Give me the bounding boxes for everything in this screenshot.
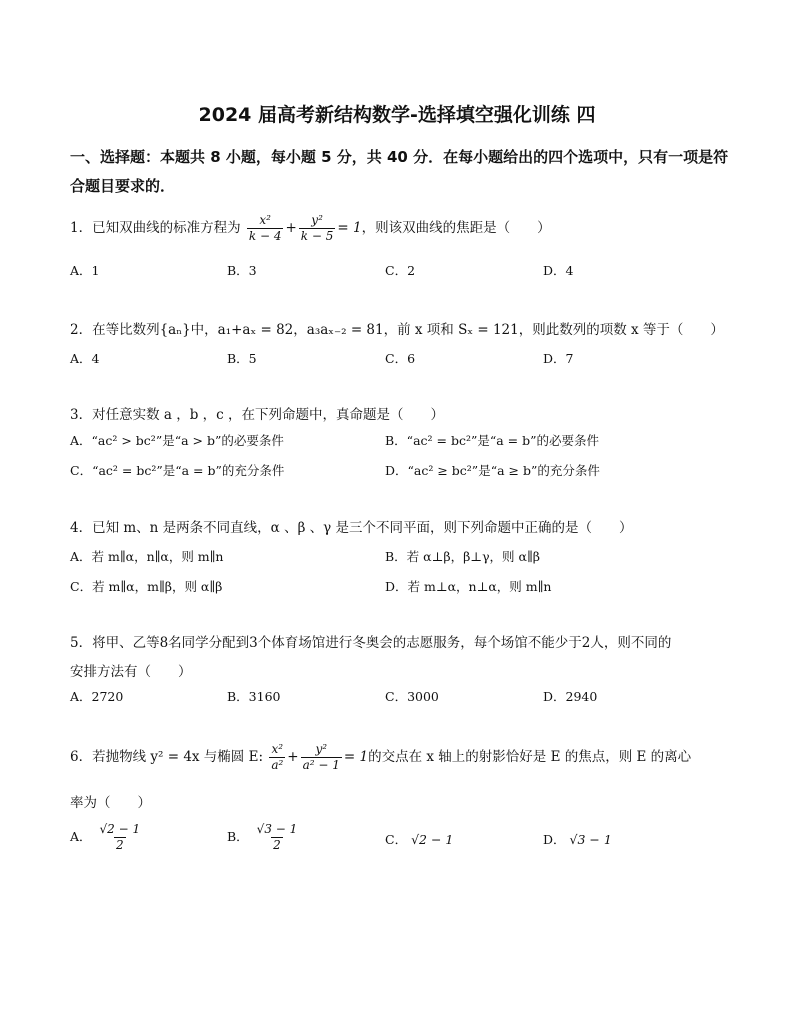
question-3: 3．对任意实数 a ，b ，c ，在下列命题中，真命题是（ ） [70, 407, 445, 423]
q6-fraction-x [269, 742, 285, 773]
q6-option-a-den: 2 [116, 838, 124, 852]
q6-option-b-den: 2 [273, 838, 281, 852]
question-6: 6．若抛物线 y² = 4x 与椭圆 E: $\frac{\text{x²}}{\text{a²}}$ + $\frac{\text{y²}}{\text{a² − 1}}$ = 1的交点在 x 轴上的射影恰好是 E 的焦点，则 E 的离心 [70, 742, 692, 772]
q6-frac-x-den: a² [271, 758, 284, 772]
q6-option-c-label: C． [385, 832, 408, 847]
q1-option-b: B．3 [227, 263, 257, 278]
q5-option-a: A．2720 [70, 689, 124, 704]
q3-option-c: C．“ac² = bc²”是“a = b”的充分条件 [70, 463, 285, 478]
q6-fraction-y [301, 742, 342, 773]
q1-fraction-y [299, 213, 336, 244]
page-title: 2024 届高考新结构数学-选择填空强化训练 四 [198, 104, 596, 126]
q6-option-a-fraction [98, 822, 143, 853]
q1-equals: = 1 [337, 220, 362, 236]
q1-option-c: C．2 [385, 263, 416, 278]
q1-option-a: A．1 [70, 263, 100, 278]
q3-option-d: D．“ac² ≥ bc²”是“a ≥ b”的充分条件 [385, 463, 600, 478]
question-6-post: 的交点在 x 轴上的射影恰好是 E 的焦点，则 E 的离心 [368, 749, 692, 765]
question-5-line-2: 安排方法有（ ） [70, 664, 192, 680]
q4-option-a: A．若 m∥α，n∥α，则 m∥n [70, 549, 224, 564]
q2-option-a: A．4 [70, 351, 100, 366]
question-5-line-1: 5．将甲、乙等8名同学分配到3个体育场馆进行冬奥会的志愿服务，每个场馆不能少于2人，则不同的 [70, 635, 672, 651]
q1-option-d: D．4 [543, 263, 574, 278]
question-1-post: ，则该双曲线的焦距是（ ） [361, 220, 551, 236]
q6-option-d [543, 830, 612, 848]
question-2: 2．在等比数列{aₙ}中，a₁+aₓ = 82，a₃aₓ₋₂ = 81，前 x 项和 Sₓ = 121，则此数列的项数 x 等于（ ） [70, 322, 724, 338]
question-6-line-2: 率为（ ） [70, 795, 151, 811]
q6-option-b-num: √3 − 1 [256, 822, 298, 836]
question-1: 1．已知双曲线的标准方程为 $\frac{\text{x²}}{k - 4}$ + $\frac{\text{y²}}{k - 5}$ = 1，则该双曲线的焦距是（ ） [70, 213, 551, 243]
q3-option-a: A．“ac² > bc²”是“a > b”的必要条件 [70, 433, 284, 448]
q6-option-b [227, 822, 301, 853]
q1-fraction-x [247, 213, 284, 244]
q5-option-b: B．3160 [227, 689, 281, 704]
question-4: 4．已知 m、n 是两条不同直线，α 、β 、γ 是三个不同平面，则下列命题中正确的是（ ） [70, 520, 633, 536]
q4-option-c: C．若 m∥α，m∥β，则 α∥β [70, 579, 223, 594]
q2-option-d: D．7 [543, 351, 574, 366]
q1-frac-y-num: y² [311, 213, 323, 227]
q3-option-b: B．“ac² = bc²”是“a = b”的必要条件 [385, 433, 600, 448]
q6-option-b-fraction [255, 822, 300, 853]
q2-option-c: C．6 [385, 351, 416, 366]
q6-frac-y-den: a² − 1 [302, 758, 340, 772]
q6-equals: = 1 [343, 749, 369, 765]
q5-option-c: C．3000 [385, 689, 439, 704]
section-header: 一、选择题：本题共 8 小题，每小题 5 分，共 40 分．在每小题给出的四个选项中，只有一项是符合题目要求的． [70, 148, 729, 195]
q6-option-b-label: B． [227, 829, 249, 844]
q6-frac-y-num: y² [315, 742, 328, 756]
q5-option-d: D．2940 [543, 689, 598, 704]
question-6-pre: 6．若抛物线 y² = 4x 与椭圆 E: [70, 749, 264, 765]
q6-option-d-label: D． [543, 832, 566, 847]
q6-frac-x-num: x² [271, 742, 284, 756]
q6-option-a-label: A． [70, 829, 92, 844]
q1-frac-x-num: x² [259, 213, 271, 227]
q2-option-b: B．5 [227, 351, 257, 366]
q1-frac-x-den: k − 4 [248, 229, 282, 243]
q4-option-b: B．若 α⊥β，β⊥γ，则 α∥β [385, 549, 540, 564]
q6-option-a [70, 822, 144, 853]
q6-option-d-value: √3 − 1 [569, 832, 612, 847]
q6-option-c-value: √2 − 1 [411, 832, 454, 847]
q1-frac-y-den: k − 5 [300, 229, 334, 243]
q4-option-d: D．若 m⊥α，n⊥α，则 m∥n [385, 579, 552, 594]
question-1-pre: 1．已知双曲线的标准方程为 [70, 220, 241, 236]
q6-option-c [385, 830, 453, 848]
q6-option-a-num: √2 − 1 [99, 822, 141, 836]
